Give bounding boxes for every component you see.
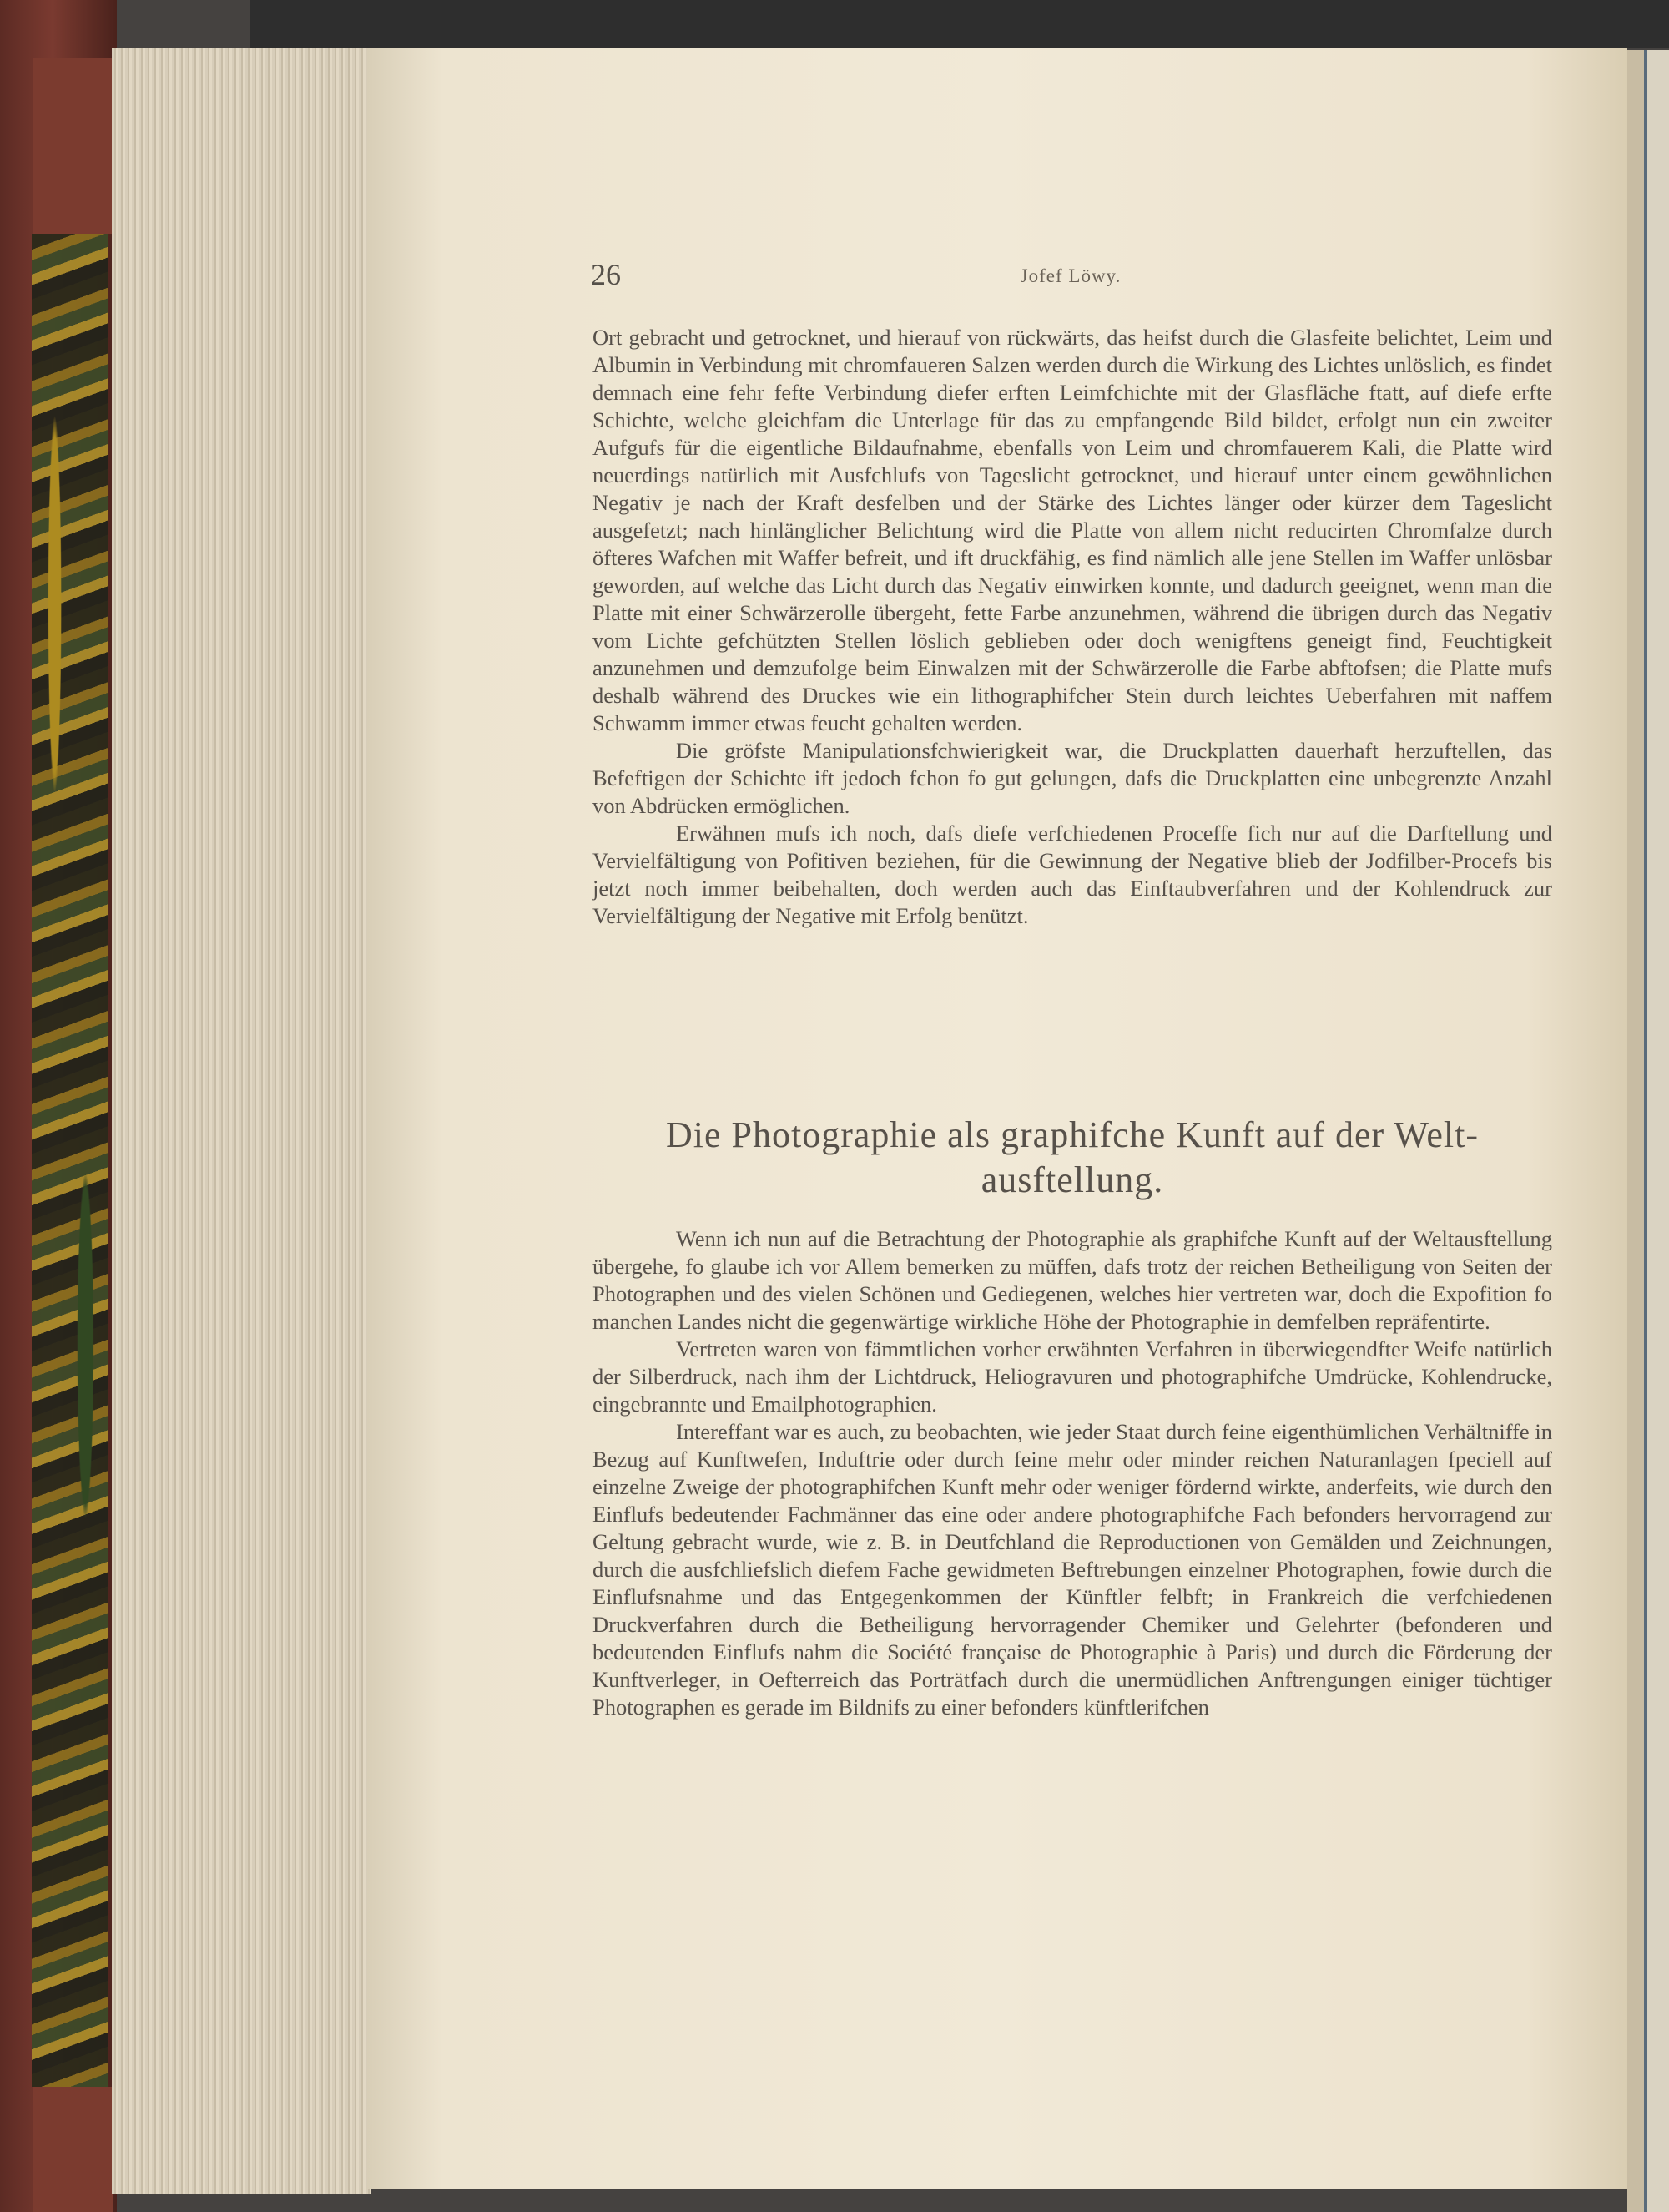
marbled-board bbox=[32, 234, 108, 2087]
paragraph: Ort gebracht und getrocknet, und hierauf von rückwärts, das heifst durch die Glasfeite belichtet, Leim und Albumin in Verbindung mit chromfaueren Salzen werden durch die Wirkung des Lichtes unlöslich, es findet demnach eine fehr fefte Verbindung diefer erften Leimfchichte mit der Glasfläche ftatt, auf diefe erfte Schichte, welche gleichfam die Unterlage für das zu empfangende Bild bildet, erfolgt nun ein zweiter Aufgufs für die eigentliche Bildaufnahme, ebenfalls von Leim und chromfauerem Kali, die Platte wird neuerdings natürlich mit Ausfchlufs von Tageslicht getrocknet, und hierauf unter einem gewöhnlichen Negativ je nach der Kraft desfelben und der Stärke des Lichtes länger oder kürzer dem Tageslicht ausgefetzt; nach hinlänglicher Belichtung wird die Platte von allem nicht reducirten Chromfalze durch öfteres Wafchen mit Waffer befreit, und ift druckfähig, es find nämlich alle jene Stellen im Waffer unlösbar geworden, auf welche das Licht durch das Negativ einwirken konnte, und dadurch geeignet, wenn man die Platte mit einer Schwärzerolle übergeht, fette Farbe anzunehmen, während die übrigen durch das Negativ vom Lichte gefchützten Stellen löslich geblieben oder doch wenigftens geneigt find, Feuchtigkeit anzunehmen und demzufolge beim Einwalzen mit der Schwärzerolle die Farbe abftofsen; die Platte mufs deshalb während des Druckes wie ein lithographifcher Stein durch leichtes Ueberfahren mit naffem Schwamm immer etwas feucht gehalten werden. bbox=[592, 325, 1552, 735]
paragraph: Die gröfste Manipulationsfchwierigkeit war, die Druckplatten dauerhaft herzuftellen, das Befeftigen der Schichte ift jedoch fchon fo gut gelungen, dafs die Druckplatten eine unbegrenzte Anzahl von Abdrücken ermöglichen. bbox=[592, 738, 1552, 818]
text-block-top bbox=[592, 324, 1552, 930]
paragraph: Intereffant war es auch, zu beobachten, wie jeder Staat durch feine eigenthümlichen Verhältniffe in Bezug auf Kunftwefen, Induftrie oder durch feine mehr oder minder reichen Naturanlagen fpeciell auf einzelne Zweige der photographifchen Kunft mehr oder weniger fördernd wirkte, anderfeits, wie durch den Einflufs bedeutender Fachmänner das eine oder andere photographifche Fach befonders hervorragend zur Geltung gebracht wurde, wie z. B. in Deutfchland die Reproductionen von Gemälden und Zeichnungen, durch die ausfchliefslich diefem Fache gewidmeten Beftrebungen einzelner Photographen, fowie durch die Einflufsnahme und das Entgegenkommen der Künftler felbft; in Frankreich die verfchiedenen Druckverfahren durch die Betheiligung hervorragender Chemiker und Gelehrter (befonderen und bedeutenden Einflufs nahm die Société française de Photographie à Paris) und durch die Förderung der Kunftverleger, in Oefterreich das Porträtfach durch die unermüdlichen Anftrengungen einiger tüchtiger Photographen es gerade im Bildnifs zu einer befonders künftlerifchen bbox=[592, 1419, 1552, 1720]
page-header bbox=[591, 257, 1551, 304]
page-edges bbox=[112, 48, 371, 2194]
background-top bbox=[250, 0, 1669, 48]
paragraph: Erwähnen mufs ich noch, dafs diefe verfchiedenen Proceffe fich nur auf die Darftellung und Vervielfältigung von Pofitiven beziehen, für die Gewinnung der Negative blieb der Jodfilber-Procefs bis jetzt noch immer beibehalten, doch werden auch das Einftaubverfahren und der Kohlendruck zur Vervielfältigung der Negative mit Erfolg benützt. bbox=[592, 821, 1552, 928]
leather-corner-top bbox=[33, 58, 113, 234]
section-title-line: Die Photographie als graphifche Kunft auf der Welt- bbox=[665, 1114, 1479, 1155]
paragraph: Wenn ich nun auf die Betrachtung der Photographie als graphifche Kunft auf der Weltausftellung übergehe, fo glaube ich vor Allem bemerken zu müffen, dafs trotz der reichen Betheiligung von Seiten der Photographen und des vielen Schönen und Gediegenen, welches hier vertreten war, doch die Expofition fo manchen Landes nicht die gegenwärtige wirkliche Höhe der Photographie in demfelben repräfentirte. bbox=[592, 1226, 1552, 1334]
page-number: 26 bbox=[591, 258, 621, 291]
leather-corner-bottom bbox=[33, 2087, 113, 2212]
book-cover-right bbox=[1627, 50, 1669, 2212]
paragraph: Vertreten waren von fämmtlichen vorher erwähnten Verfahren in überwiegendfter Weife natürlich der Silberdruck, nach ihm der Lichtdruck, Heliogravuren und photographifche Umdrücke, Kohlendrucke, eingebrannte und Emailphotographien. bbox=[592, 1336, 1552, 1417]
section-title-line: ausftellung. bbox=[981, 1159, 1164, 1200]
text-block-bottom bbox=[592, 1225, 1552, 1721]
section-title bbox=[584, 1113, 1561, 1203]
running-head: Jofef Löwy. bbox=[1020, 265, 1122, 286]
